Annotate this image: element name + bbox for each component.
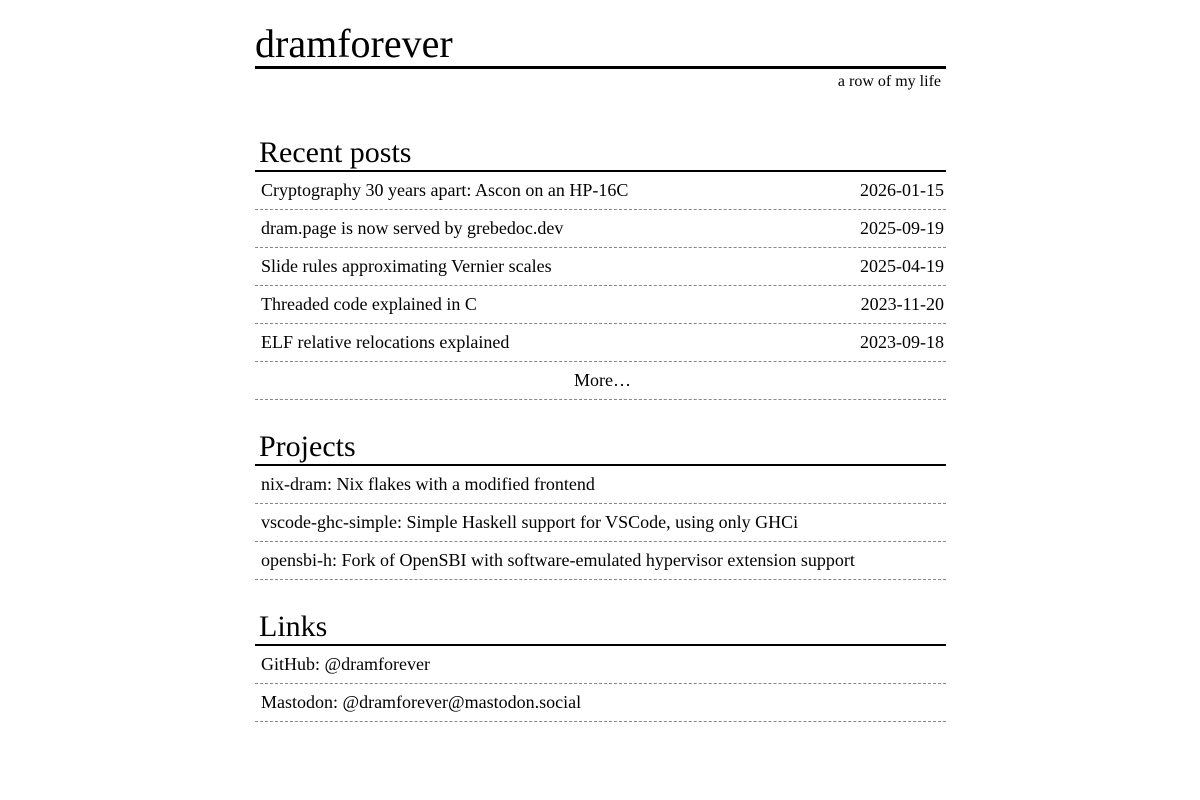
project-link[interactable]: vscode-ghc-simple: Simple Haskell support for VSCode, using only GHCi (261, 512, 799, 532)
project-row (255, 542, 946, 580)
more-posts-link[interactable]: More… (574, 370, 631, 390)
post-link[interactable]: ELF relative relocations explained (261, 332, 510, 352)
project-link[interactable]: nix-dram: Nix flakes with a modified frontend (261, 474, 595, 494)
post-date: 2023-09-18 (860, 332, 944, 352)
projects-heading: Projects (255, 430, 946, 466)
site-title[interactable]: dramforever (255, 21, 453, 66)
external-link[interactable]: GitHub: @dramforever (261, 654, 431, 674)
post-link[interactable]: Cryptography 30 years apart: Ascon on an HP-16C (261, 180, 629, 200)
post-row (255, 248, 946, 286)
project-row (255, 504, 946, 542)
link-row (255, 684, 946, 722)
post-date: 2025-04-19 (860, 256, 944, 276)
site-tagline: a row of my life (837, 73, 941, 90)
post-row (255, 286, 946, 324)
post-date: 2023-11-20 (860, 294, 944, 314)
post-link[interactable]: Slide rules approximating Vernier scales (261, 256, 552, 276)
post-row (255, 324, 946, 362)
post-link[interactable]: dram.page is now served by grebedoc.dev (261, 218, 564, 238)
recent-posts-heading: Recent posts (255, 136, 946, 172)
external-link[interactable]: Mastodon: @dramforever@mastodon.social (261, 692, 582, 712)
links-section (255, 610, 946, 722)
recent-posts-section (255, 136, 946, 400)
page-container (255, 0, 946, 712)
post-date: 2026-01-15 (860, 180, 944, 200)
post-link[interactable]: Threaded code explained in C (261, 294, 477, 314)
post-row (255, 210, 946, 248)
projects-section (255, 430, 946, 580)
post-row (255, 172, 946, 210)
project-link[interactable]: opensbi-h: Fork of OpenSBI with software-emulated hypervisor extension support (261, 550, 855, 570)
link-row (255, 646, 946, 684)
post-date: 2025-09-19 (860, 218, 944, 238)
links-heading: Links (255, 610, 946, 646)
more-posts-row (255, 362, 946, 400)
project-row (255, 466, 946, 504)
title-divider (255, 66, 946, 69)
